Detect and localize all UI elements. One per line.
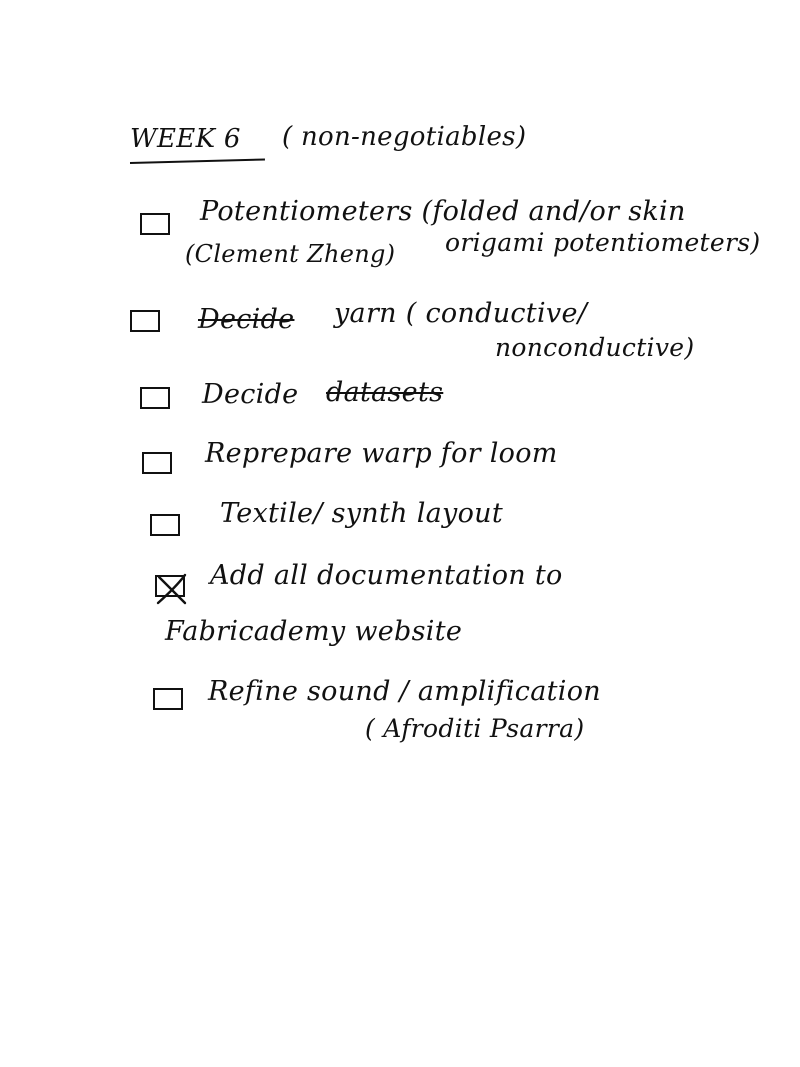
- heading-subtitle: ( non-negotiables): [282, 122, 527, 152]
- item-5-line-1: Textile/ synth layout: [220, 498, 503, 529]
- heading-underline: [130, 158, 265, 164]
- checkbox-item-4[interactable]: [142, 452, 172, 474]
- item-1-line-2-author: (Clement Zheng): [185, 240, 396, 268]
- item-6-line-1: Add all documentation to: [210, 560, 563, 591]
- item-2-struck-word: Decide: [198, 304, 295, 335]
- check-mark-icon: [153, 569, 191, 607]
- item-7-line-1: Refine sound / amplification: [208, 676, 601, 707]
- item-7-line-2: ( Afroditi Psarra): [365, 714, 585, 743]
- item-2-line-1: yarn ( conductive/: [334, 298, 588, 329]
- item-2-line-2: nonconductive): [495, 333, 695, 362]
- checkbox-item-6-checked[interactable]: [155, 575, 185, 597]
- item-1-line-2-reference: origami potentiometers): [445, 228, 761, 257]
- checkbox-item-3[interactable]: [140, 387, 170, 409]
- checkbox-item-5[interactable]: [150, 514, 180, 536]
- heading-title: WEEK 6: [130, 124, 241, 154]
- item-3-line-1: Decide: [202, 379, 299, 410]
- item-4-line-1: Reprepare warp for loom: [205, 438, 558, 469]
- item-6-line-2: Fabricademy website: [165, 616, 463, 647]
- item-3-struck-word: datasets: [326, 377, 444, 408]
- checkbox-item-1[interactable]: [140, 213, 170, 235]
- item-1-line-1: Potentiometers (folded and/or skin: [200, 196, 686, 227]
- checkbox-item-7[interactable]: [153, 688, 183, 710]
- checkbox-item-2[interactable]: [130, 310, 160, 332]
